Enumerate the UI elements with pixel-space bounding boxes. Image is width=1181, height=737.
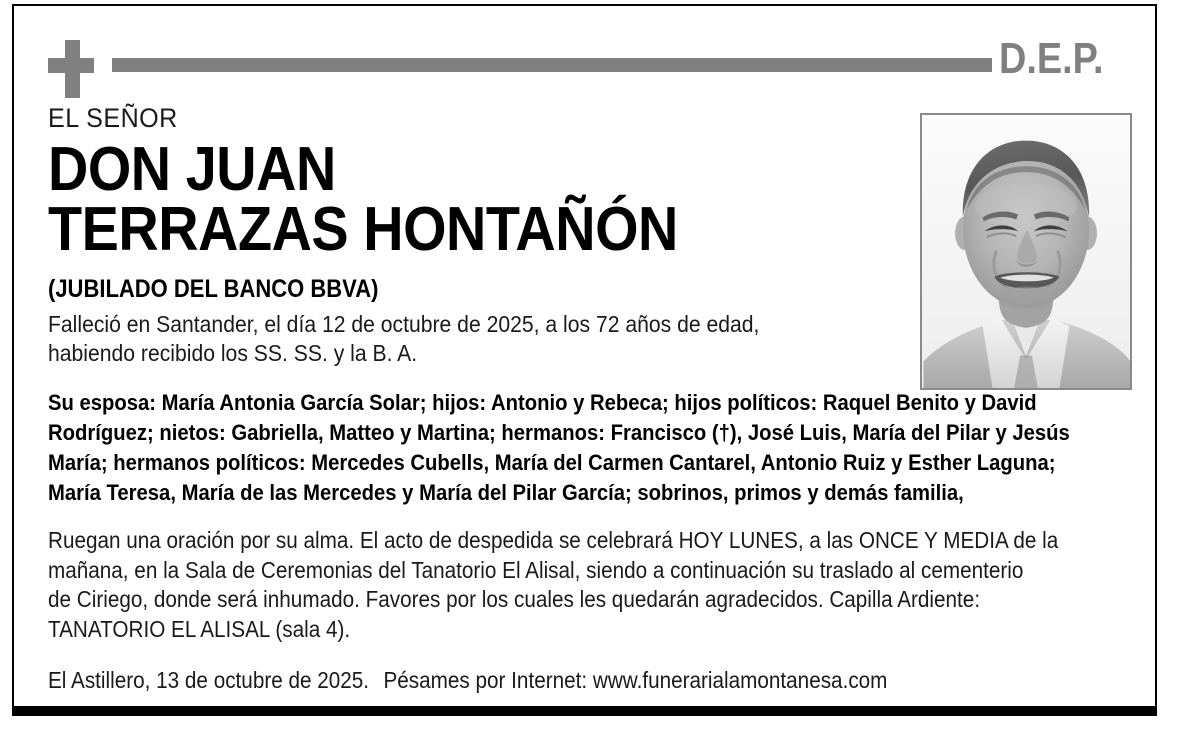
notice-header (14, 6, 1155, 106)
text-column (48, 103, 1070, 694)
ceremony-line-2: mañana, en la Sala de Ceremonias del Tanatorio El Alisal, siendo a continuación su traslado al cementerio (48, 556, 1024, 583)
name-line-1: DON JUAN (48, 134, 336, 204)
ceremony-line-4: TANATORIO EL ALISAL (sala 4). (48, 615, 351, 642)
family-line-2: Rodríguez; nietos: Gabriella, Matteo y Martina; hermanos: Francisco (†), José Luis, María del Pilar y Jesús (48, 420, 1070, 446)
ceremony-line-1: Ruegan una oración por su alma. El acto de despedida se celebrará HOY LUNES, a las ONCE Y MEDIA de la (48, 526, 1059, 553)
name-line-2: TERRAZAS HONTAÑÓN (48, 195, 678, 265)
dep-label: D.E.P. (999, 34, 1104, 83)
ceremony-line-3: de Ciriego, donde será inhumado. Favores por los cuales les quedarán agradecidos. Capilla Ardiente: (48, 586, 981, 613)
pretitle: EL SEÑOR (48, 103, 178, 133)
portrait-photo (920, 113, 1132, 390)
death-info-line-1: Falleció en Santander, el día 12 de octubre de 2025, a los 72 años de edad, (48, 310, 760, 337)
family-line-3: María; hermanos políticos: Mercedes Cubells, María del Carmen Cantarel, Antonio Ruiz y Esther Laguna; (48, 450, 1056, 476)
footer-place-date: El Astillero, 13 de octubre de 2025. (48, 666, 370, 693)
family-list (48, 388, 1070, 508)
header-rule (112, 58, 992, 72)
family-line-4: María Teresa, María de las Mercedes y María del Pilar García; sobrinos, primos y demás familia, (48, 479, 964, 505)
death-info-line-2: habiendo recibido los SS. SS. y la B. A. (48, 340, 418, 367)
footer-condolences: Pésames por Internet: www.funerarialamontanesa.com (383, 666, 888, 693)
death-info (48, 310, 909, 368)
ceremony-details (48, 526, 1059, 645)
deceased-name (48, 134, 824, 265)
occupation: (JUBILADO DEL BANCO BBVA) (48, 275, 379, 304)
family-line-1: Su esposa: María Antonia García Solar; hijos: Antonio y Rebeca; hijos políticos: Raquel Benito y David (48, 390, 1037, 416)
portrait-illustration (922, 115, 1130, 388)
obituary-notice (12, 4, 1157, 716)
cross-icon (48, 40, 94, 98)
cross-horizontal-bar (48, 58, 94, 73)
notice-footer (48, 666, 888, 695)
